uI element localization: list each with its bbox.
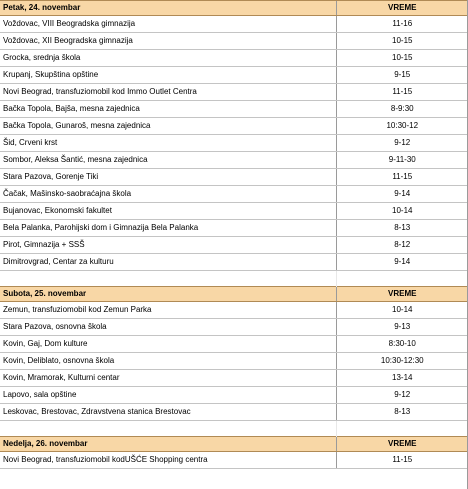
time-cell: 9-15: [336, 67, 468, 84]
location-cell: Šid, Crveni krst: [0, 135, 336, 152]
table-row: [0, 186, 468, 203]
spacer-cell: [0, 421, 336, 437]
location-cell: Leskovac, Brestovac, Zdravstvena stanica Brestovac: [0, 404, 336, 421]
location-cell: Sombor, Aleksa Šantić, mesna zajednica: [0, 152, 336, 169]
location-cell: Pirot, Gimnazija + SSŠ: [0, 237, 336, 254]
time-cell: 9-13: [336, 319, 468, 336]
schedule-body: [0, 1, 468, 469]
location-cell: Dimitrovgrad, Centar za kulturu: [0, 254, 336, 271]
time-cell: 10-15: [336, 33, 468, 50]
table-row: [0, 16, 468, 33]
table-row: [0, 254, 468, 271]
table-row: [0, 118, 468, 135]
table-row: [0, 84, 468, 101]
time-cell: 9-11-30: [336, 152, 468, 169]
location-cell: Bela Palanka, Parohijski dom i Gimnazija Bela Palanka: [0, 220, 336, 237]
section-spacer: [0, 271, 468, 287]
location-cell: Bačka Topola, Gunaroš, mesna zajednica: [0, 118, 336, 135]
location-cell: Stara Pazova, Gorenje Tiki: [0, 169, 336, 186]
table-row: [0, 33, 468, 50]
location-cell: Novi Beograd, transfuziomobil kod Immo Outlet Centra: [0, 84, 336, 101]
table-row: [0, 387, 468, 404]
time-cell: 8-13: [336, 220, 468, 237]
time-cell: 9-14: [336, 254, 468, 271]
time-cell: 10-15: [336, 50, 468, 67]
time-cell: 8-9:30: [336, 101, 468, 118]
table-row: [0, 452, 468, 469]
time-cell: 10:30-12: [336, 118, 468, 135]
location-cell: Krupanj, Skupština opštine: [0, 67, 336, 84]
time-column-header: VREME: [336, 1, 468, 16]
time-column-header: VREME: [336, 437, 468, 452]
time-cell: 9-12: [336, 135, 468, 152]
time-cell: 13-14: [336, 370, 468, 387]
time-cell: 9-12: [336, 387, 468, 404]
time-cell: 11-15: [336, 169, 468, 186]
time-cell: 8:30-10: [336, 336, 468, 353]
location-cell: Voždovac, XII Beogradska gimnazija: [0, 33, 336, 50]
day-title: Subota, 25. novembar: [0, 287, 336, 302]
day-title: Petak, 24. novembar: [0, 1, 336, 16]
location-cell: Stara Pazova, osnovna škola: [0, 319, 336, 336]
day-header-row: [0, 1, 468, 16]
spacer-cell: [0, 271, 336, 287]
table-row: [0, 220, 468, 237]
table-row: [0, 370, 468, 387]
table-row: [0, 101, 468, 118]
time-cell: 8-13: [336, 404, 468, 421]
location-cell: Kovin, Deliblato, osnovna škola: [0, 353, 336, 370]
time-cell: 10:30-12:30: [336, 353, 468, 370]
time-cell: 10-14: [336, 203, 468, 220]
table-row: [0, 353, 468, 370]
location-cell: Lapovo, sala opštine: [0, 387, 336, 404]
time-column-header: VREME: [336, 287, 468, 302]
time-cell: 11-15: [336, 84, 468, 101]
table-row: [0, 302, 468, 319]
location-cell: Grocka, srednja škola: [0, 50, 336, 67]
location-cell: Čačak, Mašinsko-saobraćajna škola: [0, 186, 336, 203]
location-cell: Novi Beograd, transfuziomobil kodUŠĆE Shopping centra: [0, 452, 336, 469]
section-spacer: [0, 421, 468, 437]
location-cell: Voždovac, VIII Beogradska gimnazija: [0, 16, 336, 33]
table-row: [0, 203, 468, 220]
spacer-cell: [336, 421, 468, 437]
time-cell: 10-14: [336, 302, 468, 319]
location-cell: Bačka Topola, Bajša, mesna zajednica: [0, 101, 336, 118]
day-header-row: [0, 287, 468, 302]
time-cell: 11-15: [336, 452, 468, 469]
location-cell: Kovin, Gaj, Dom kulture: [0, 336, 336, 353]
table-row: [0, 169, 468, 186]
table-row: [0, 319, 468, 336]
day-header-row: [0, 437, 468, 452]
location-cell: Kovin, Mramorak, Kulturni centar: [0, 370, 336, 387]
spacer-cell: [336, 271, 468, 287]
time-cell: 9-14: [336, 186, 468, 203]
table-row: [0, 152, 468, 169]
time-cell: 8-12: [336, 237, 468, 254]
location-cell: Zemun, transfuziomobil kod Zemun Parka: [0, 302, 336, 319]
day-title: Nedelja, 26. novembar: [0, 437, 336, 452]
table-row: [0, 135, 468, 152]
table-row: [0, 67, 468, 84]
table-row: [0, 50, 468, 67]
table-row: [0, 336, 468, 353]
time-cell: 11-16: [336, 16, 468, 33]
table-row: [0, 237, 468, 254]
location-cell: Bujanovac, Ekonomski fakultet: [0, 203, 336, 220]
table-row: [0, 404, 468, 421]
